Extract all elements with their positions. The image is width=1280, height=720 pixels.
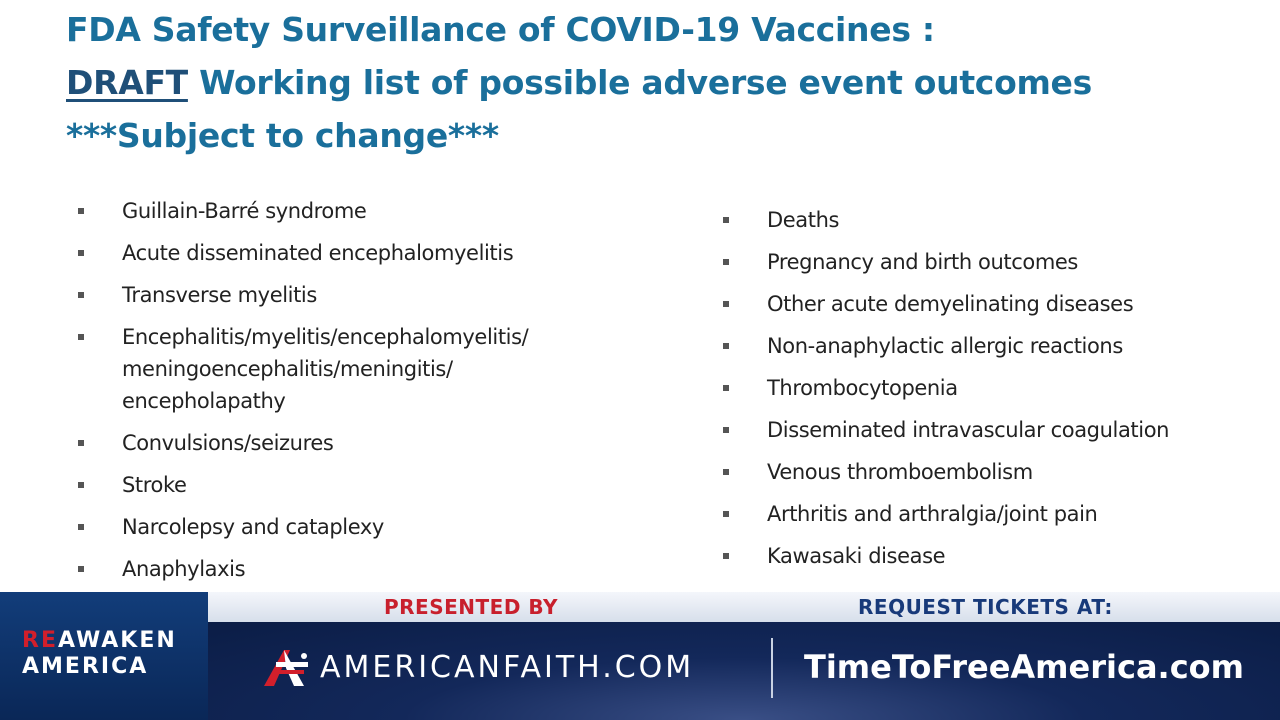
bullet-icon xyxy=(78,292,84,298)
list-item: Narcolepsy and cataplexy xyxy=(122,511,642,543)
presented-by-label: PRESENTED BY xyxy=(384,595,559,619)
bullet-icon xyxy=(78,250,84,256)
bullet-icon xyxy=(78,566,84,572)
list-item: Anaphylaxis xyxy=(122,553,642,585)
list-item: Kawasaki disease xyxy=(767,540,1247,572)
list-item: Transverse myelitis xyxy=(122,279,642,311)
list-item: Guillain-Barré syndrome xyxy=(122,195,642,227)
banner-divider xyxy=(771,638,773,698)
bullet-icon xyxy=(723,553,729,559)
reawaken-america-logo xyxy=(0,592,210,720)
bullet-icon xyxy=(723,259,729,265)
list-item: Deaths xyxy=(767,204,1247,236)
banner-bottom-strip xyxy=(208,622,1280,720)
list-item: Thrombocytopenia xyxy=(767,372,1247,404)
request-tickets-label: REQUEST TICKETS AT: xyxy=(858,595,1113,619)
bullet-icon xyxy=(78,208,84,214)
list-item: Stroke xyxy=(122,469,642,501)
list-item: Encephalitis/myelitis/encephalomyelitis/ meningoencephalitis/meningitis/ encepholapathy xyxy=(122,321,642,417)
brand-awaken: AWAKEN xyxy=(57,628,177,653)
slide-title-line-2-rest: Working list of possible adverse event outcomes xyxy=(187,63,1092,102)
bullet-icon xyxy=(78,440,84,446)
slide-title-line-1: FDA Safety Surveillance of COVID-19 Vaccines : xyxy=(66,10,935,49)
right-outcome-list xyxy=(767,204,1247,582)
bullet-icon xyxy=(78,524,84,530)
left-outcome-list xyxy=(122,195,642,595)
time-to-free-america-link[interactable]: TimeToFreeAmerica.com xyxy=(804,648,1244,686)
list-item: Venous thromboembolism xyxy=(767,456,1247,488)
brand-re: RE xyxy=(22,628,58,653)
bullet-icon xyxy=(723,343,729,349)
banner-top-strip xyxy=(208,592,1280,622)
bullet-icon xyxy=(78,334,84,340)
list-item: Non-anaphylactic allergic reactions xyxy=(767,330,1247,362)
draft-label: DRAFT xyxy=(66,63,188,102)
slide-title-line-2 xyxy=(66,63,1092,102)
bullet-icon xyxy=(723,301,729,307)
bullet-icon xyxy=(723,427,729,433)
list-item: Arthritis and arthralgia/joint pain xyxy=(767,498,1247,530)
list-item: Acute disseminated encephalomyelitis xyxy=(122,237,642,269)
american-faith-link[interactable]: AMERICANFAITH.COM xyxy=(320,650,695,685)
bullet-icon xyxy=(78,482,84,488)
list-item: Convulsions/seizures xyxy=(122,427,642,459)
slide-subtitle: ***Subject to change*** xyxy=(66,116,499,155)
bullet-icon xyxy=(723,385,729,391)
bullet-icon xyxy=(723,469,729,475)
list-item: Disseminated intravascular coagulation xyxy=(767,414,1247,446)
list-item: Pregnancy and birth outcomes xyxy=(767,246,1247,278)
american-faith-logo-icon xyxy=(260,648,312,688)
bullet-icon xyxy=(723,217,729,223)
brand-america: AMERICA xyxy=(22,654,149,679)
bullet-icon xyxy=(723,511,729,517)
event-banner xyxy=(0,592,1280,720)
list-item: Other acute demyelinating diseases xyxy=(767,288,1247,320)
